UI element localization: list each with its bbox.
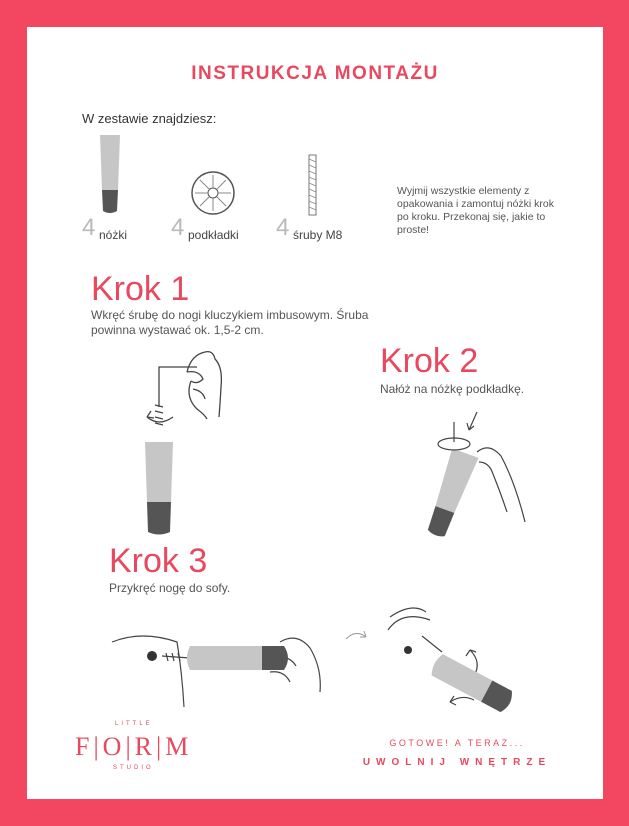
step-2-title: Krok 2 — [380, 342, 479, 380]
arrow-icon — [344, 629, 368, 643]
logo — [75, 721, 193, 773]
step-3-illustration-insert — [112, 612, 327, 707]
footer-line-1: GOTOWE! A TERAZ... — [389, 738, 525, 748]
step-2-illustration — [407, 412, 537, 552]
item-count-washers: 4 — [171, 214, 185, 241]
step-1-title: Krok 1 — [91, 270, 190, 308]
item-label-legs: nóżki — [99, 228, 128, 242]
item-count-legs: 4 — [82, 214, 96, 241]
kit-heading: W zestawie znajdziesz: — [82, 111, 217, 126]
step-3-title: Krok 3 — [109, 542, 208, 580]
item-label-screws: śruby M8 — [293, 228, 343, 242]
intro-note: Wyjmij wszystkie elementy z opakowania i zamontuj nóżki krok po kroku. Przekonaj się, jakie to proste! — [397, 185, 554, 236]
logo-bottom-text: STUDIO — [113, 765, 154, 771]
item-count-screws: 4 — [276, 214, 290, 241]
logo-main-text: F|O|R|M — [75, 732, 193, 761]
step-2-description: Nałóż na nóżkę podkładkę. — [380, 382, 525, 396]
step-1-illustration — [127, 347, 257, 517]
footer-line-2: UWOLNIJ WNĘTRZE — [362, 757, 552, 768]
page-title: INSTRUKCJA MONTAŻU — [191, 63, 439, 84]
washer-icon — [190, 170, 236, 216]
step-3-description: Przykręć nogę do sofy. — [109, 581, 231, 595]
leg-icon — [97, 135, 127, 215]
item-label-washers: podkładki — [188, 228, 239, 242]
instruction-sheet — [27, 27, 603, 799]
step-3-illustration-rotate — [382, 592, 532, 712]
logo-top-text: LITTLE — [115, 721, 153, 727]
screw-icon — [307, 155, 319, 217]
step-1-description: Wkręć śrubę do nogi kluczykiem imbusowym. Śruba powinna wystawać ok. 1,5-2 cm. — [91, 308, 369, 337]
